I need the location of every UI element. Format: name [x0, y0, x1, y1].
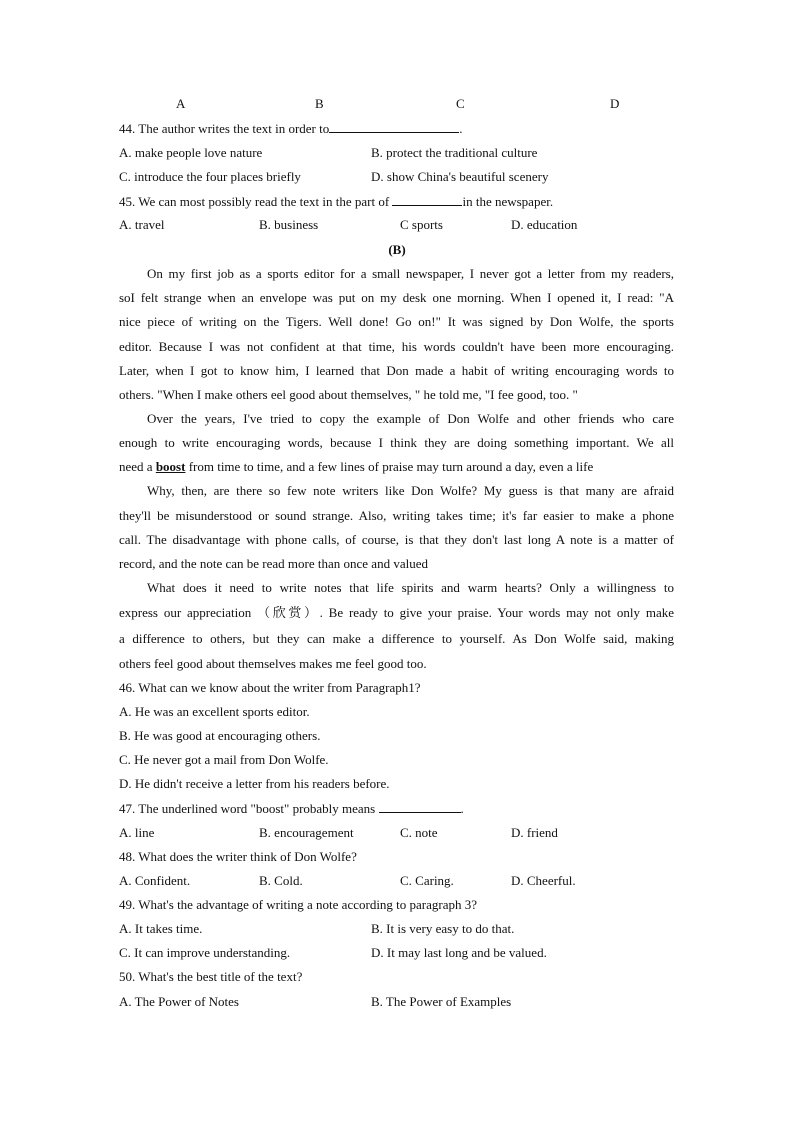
passage-line: call. The disadvantage with phone calls, of course, is that they don't last long A note is a matter of [119, 532, 674, 547]
q48-option-b: B. Cold. [259, 873, 303, 888]
passage-text: need a [119, 459, 156, 474]
q48-option-d: D. Cheerful. [511, 873, 576, 888]
option-letter-d: D [610, 96, 620, 111]
q45-option-d: D. education [511, 217, 578, 232]
passage-text: from time to time, and a few lines of praise may turn around a day, even a life [185, 459, 594, 474]
passage-line: record, and the note can be read more than once and valued [119, 556, 428, 571]
q45-option-a: A. travel [119, 217, 165, 232]
question-47-end: . [460, 801, 464, 816]
q47-option-d: D. friend [511, 825, 558, 840]
passage-line: Later, when I got to know him, I learned that Don made a habit of writing encouraging words to [119, 363, 674, 378]
q48-option-a: A. Confident. [119, 873, 191, 888]
q49-option-d: D. It may last long and be valued. [371, 945, 547, 960]
question-48-stem: 48. What does the writer think of Don Wolfe? [119, 849, 357, 864]
q44-option-d: D. show China's beautiful scenery [371, 169, 549, 184]
passage-line: On my first job as a sports editor for a small newspaper, I never got a letter from my readers, [147, 266, 674, 281]
passage-line: express our appreciation （欣赏）. Be ready to give your praise. Your words may not only make [119, 605, 674, 620]
q46-option-d: D. He didn't receive a letter from his readers before. [119, 776, 390, 791]
question-44-end: . [459, 121, 463, 136]
q44-option-b: B. protect the traditional culture [371, 145, 538, 160]
question-47 [119, 800, 464, 817]
option-letter-b: B [315, 96, 324, 111]
passage-line: enough to write encouraging words, because I think they are doing something important. We all [119, 435, 674, 450]
answer-blank[interactable] [392, 193, 462, 206]
passage-line: Over the years, I've tried to copy the example of Don Wolfe and other friends who care [147, 411, 674, 426]
q47-option-a: A. line [119, 825, 155, 840]
q48-option-c: C. Caring. [400, 873, 454, 888]
underlined-word-boost: boost [155, 459, 186, 474]
q49-option-a: A. It takes time. [119, 921, 203, 936]
q49-option-b: B. It is very easy to do that. [371, 921, 515, 936]
option-letter-c: C [456, 96, 465, 111]
passage-line: a difference to others, but they can make a difference to yourself. As Don Wolfe said, making [119, 631, 674, 646]
question-44-stem: 44. The author writes the text in order to [119, 121, 330, 136]
question-47-stem: 47. The underlined word "boost" probably means [119, 801, 379, 816]
answer-blank[interactable] [329, 120, 459, 133]
passage-line: soI felt strange when an envelope was put on my desk one morning. When I opened it, I read: "A [119, 290, 674, 305]
q46-option-c: C. He never got a mail from Don Wolfe. [119, 752, 329, 767]
q47-option-c: C. note [400, 825, 438, 840]
passage-line-boost [119, 459, 593, 475]
passage-line: others feel good about themselves makes me feel good too. [119, 656, 427, 671]
passage-line: nice piece of writing on the Tigers. Well done! Go on!" It was signed by Don Wolfe, the sports [119, 314, 674, 329]
q47-option-b: B. encouragement [259, 825, 354, 840]
q46-option-b: B. He was good at encouraging others. [119, 728, 321, 743]
question-45 [119, 193, 553, 210]
q50-option-b: B. The Power of Examples [371, 994, 512, 1009]
q50-option-a: A. The Power of Notes [119, 994, 239, 1009]
question-49-stem: 49. What's the advantage of writing a note according to paragraph 3? [119, 897, 478, 912]
question-45-stem: 45. We can most possibly read the text in the part of [119, 194, 393, 209]
passage-line: they'll be misunderstood or sound strange. Also, writing takes time; it's far easier to make a phone [119, 508, 674, 523]
answer-blank[interactable] [379, 800, 461, 813]
option-letter-a: A [176, 96, 186, 111]
question-45-end: in the newspaper. [462, 194, 554, 209]
q44-option-a: A. make people love nature [119, 145, 263, 160]
question-44 [119, 120, 462, 137]
q45-option-c: C sports [400, 217, 443, 232]
question-46-stem: 46. What can we know about the writer from Paragraph1? [119, 680, 421, 695]
q44-option-c: C. introduce the four places briefly [119, 169, 301, 184]
q49-option-c: C. It can improve understanding. [119, 945, 291, 960]
passage-line: others. "When I make others eel good about themselves, " he told me, "I fee good, too. " [119, 387, 578, 402]
passage-line: What does it need to write notes that life spirits and warm hearts? Only a willingness to [147, 580, 674, 595]
q45-option-b: B. business [259, 217, 319, 232]
passage-line: Why, then, are there so few note writers like Don Wolfe? My guess is that many are afraid [147, 483, 674, 498]
question-50-stem: 50. What's the best title of the text? [119, 969, 303, 984]
section-b-heading: (B) [388, 242, 406, 257]
q46-option-a: A. He was an excellent sports editor. [119, 704, 310, 719]
passage-line: editor. Because I was not confident at that time, his words couldn't have been more encouraging. [119, 339, 674, 354]
